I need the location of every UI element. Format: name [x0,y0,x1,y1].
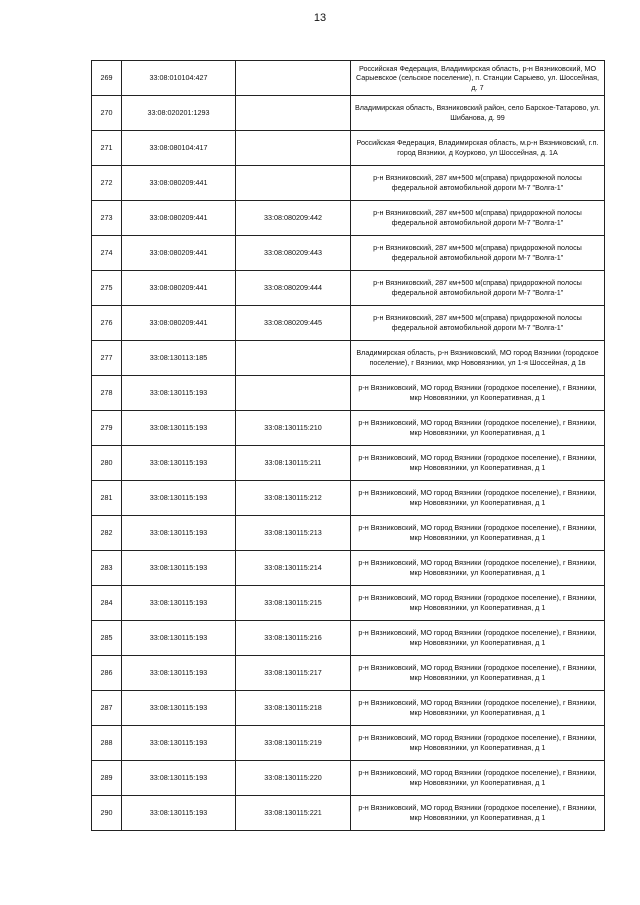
parent-cadastral-number-cell: 33:08:080104:417 [122,131,236,166]
table-row [92,481,605,516]
child-cadastral-number-cell: 33:08:130115:215 [236,586,351,621]
row-number-cell: 285 [92,621,122,656]
row-number-cell: 270 [92,96,122,131]
table-row [92,726,605,761]
table-row [92,376,605,411]
child-cadastral-number-cell [236,341,351,376]
address-cell: р-н Вязниковский, МО город Вязники (городское поселение), г Вязники, мкр Нововязники, ул Кооперативная, д 1 [351,691,605,726]
address-cell: р-н Вязниковский, МО город Вязники (городское поселение), г Вязники, мкр Нововязники, ул Кооперативная, д 1 [351,761,605,796]
parent-cadastral-number-cell: 33:08:130115:193 [122,586,236,621]
row-number-cell: 288 [92,726,122,761]
table-row [92,96,605,131]
cadastral-table [91,60,605,831]
child-cadastral-number-cell: 33:08:130115:211 [236,446,351,481]
child-cadastral-number-cell: 33:08:080209:445 [236,306,351,341]
address-cell: р-н Вязниковский, 287 км+500 м(справа) придорожной полосы федеральной автомобильной дороги М-7 "Волга-1" [351,271,605,306]
table-row [92,271,605,306]
row-number-cell: 284 [92,586,122,621]
child-cadastral-number-cell [236,61,351,96]
row-number-cell: 290 [92,796,122,831]
table-row [92,201,605,236]
row-number-cell: 271 [92,131,122,166]
table-row [92,236,605,271]
row-number-cell: 289 [92,761,122,796]
row-number-cell: 273 [92,201,122,236]
row-number-cell: 276 [92,306,122,341]
child-cadastral-number-cell: 33:08:130115:218 [236,691,351,726]
child-cadastral-number-cell: 33:08:080209:444 [236,271,351,306]
table-row [92,411,605,446]
child-cadastral-number-cell: 33:08:130115:213 [236,516,351,551]
parent-cadastral-number-cell: 33:08:080209:441 [122,166,236,201]
child-cadastral-number-cell [236,376,351,411]
address-cell: р-н Вязниковский, 287 км+500 м(справа) придорожной полосы федеральной автомобильной дороги М-7 "Волга-1" [351,201,605,236]
row-number-cell: 281 [92,481,122,516]
row-number-cell: 274 [92,236,122,271]
row-number-cell: 277 [92,341,122,376]
parent-cadastral-number-cell: 33:08:080209:441 [122,201,236,236]
address-cell: р-н Вязниковский, 287 км+500 м(справа) придорожной полосы федеральной автомобильной дороги М-7 "Волга-1" [351,236,605,271]
parent-cadastral-number-cell: 33:08:130115:193 [122,516,236,551]
child-cadastral-number-cell: 33:08:130115:221 [236,796,351,831]
parent-cadastral-number-cell: 33:08:130115:193 [122,726,236,761]
child-cadastral-number-cell [236,166,351,201]
child-cadastral-number-cell: 33:08:130115:219 [236,726,351,761]
table-row [92,761,605,796]
parent-cadastral-number-cell: 33:08:130115:193 [122,796,236,831]
parent-cadastral-number-cell: 33:08:130115:193 [122,376,236,411]
address-cell: р-н Вязниковский, МО город Вязники (городское поселение), г Вязники, мкр Нововязники, ул Кооперативная, д 1 [351,726,605,761]
address-cell: р-н Вязниковский, МО город Вязники (городское поселение), г Вязники, мкр Нововязники, ул Кооперативная, д 1 [351,376,605,411]
row-number-cell: 283 [92,551,122,586]
child-cadastral-number-cell: 33:08:130115:210 [236,411,351,446]
address-cell: р-н Вязниковский, 287 км+500 м(справа) придорожной полосы федеральной автомобильной дороги М-7 "Волга-1" [351,166,605,201]
table-row [92,656,605,691]
row-number-cell: 279 [92,411,122,446]
row-number-cell: 272 [92,166,122,201]
table-row [92,61,605,96]
parent-cadastral-number-cell: 33:08:130115:193 [122,411,236,446]
address-cell: р-н Вязниковский, МО город Вязники (городское поселение), г Вязники, мкр Нововязники, ул Кооперативная, д 1 [351,411,605,446]
row-number-cell: 275 [92,271,122,306]
row-number-cell: 278 [92,376,122,411]
parent-cadastral-number-cell: 33:08:080209:441 [122,236,236,271]
table-row [92,796,605,831]
child-cadastral-number-cell: 33:08:080209:442 [236,201,351,236]
parent-cadastral-number-cell: 33:08:080209:441 [122,306,236,341]
address-cell: р-н Вязниковский, 287 км+500 м(справа) придорожной полосы федеральной автомобильной дороги М-7 "Волга-1" [351,306,605,341]
table-row [92,306,605,341]
table-row [92,341,605,376]
address-cell: Российская Федерация, Владимирская область, м.р-н Вязниковский, г.п. город Вязники, д Коурково, ул Шоссейная, д. 1А [351,131,605,166]
parent-cadastral-number-cell: 33:08:130115:193 [122,481,236,516]
child-cadastral-number-cell [236,96,351,131]
parent-cadastral-number-cell: 33:08:010104:427 [122,61,236,96]
row-number-cell: 269 [92,61,122,96]
table-row [92,131,605,166]
table-row [92,621,605,656]
table-row [92,446,605,481]
parent-cadastral-number-cell: 33:08:130115:193 [122,761,236,796]
table-row [92,166,605,201]
address-cell: р-н Вязниковский, МО город Вязники (городское поселение), г Вязники, мкр Нововязники, ул Кооперативная, д 1 [351,516,605,551]
table-row [92,551,605,586]
row-number-cell: 282 [92,516,122,551]
row-number-cell: 287 [92,691,122,726]
row-number-cell: 280 [92,446,122,481]
page-number: 13 [313,12,327,24]
table-row [92,691,605,726]
parent-cadastral-number-cell: 33:08:080209:441 [122,271,236,306]
child-cadastral-number-cell: 33:08:080209:443 [236,236,351,271]
table-row [92,516,605,551]
address-cell: р-н Вязниковский, МО город Вязники (городское поселение), г Вязники, мкр Нововязники, ул Кооперативная, д 1 [351,656,605,691]
address-cell: р-н Вязниковский, МО город Вязники (городское поселение), г Вязники, мкр Нововязники, ул Кооперативная, д 1 [351,586,605,621]
parent-cadastral-number-cell: 33:08:130115:193 [122,621,236,656]
parent-cadastral-number-cell: 33:08:130115:193 [122,551,236,586]
parent-cadastral-number-cell: 33:08:020201:1293 [122,96,236,131]
address-cell: Владимирская область, Вязниковский район, село Барское-Татарово, ул. Шибанова, д. 99 [351,96,605,131]
parent-cadastral-number-cell: 33:08:130113:185 [122,341,236,376]
address-cell: р-н Вязниковский, МО город Вязники (городское поселение), г Вязники, мкр Нововязники, ул Кооперативная, д 1 [351,446,605,481]
address-cell: Российская Федерация, Владимирская область, р-н Вязниковский, МО Сарыевское (сельское поселение), п. Станции Сарыево, ул. Шоссейная, д. 7 [351,61,605,96]
address-cell: р-н Вязниковский, МО город Вязники (городское поселение), г Вязники, мкр Нововязники, ул Кооперативная, д 1 [351,481,605,516]
parent-cadastral-number-cell: 33:08:130115:193 [122,691,236,726]
address-cell: р-н Вязниковский, МО город Вязники (городское поселение), г Вязники, мкр Нововязники, ул Кооперативная, д 1 [351,796,605,831]
child-cadastral-number-cell: 33:08:130115:214 [236,551,351,586]
address-cell: р-н Вязниковский, МО город Вязники (городское поселение), г Вязники, мкр Нововязники, ул Кооперативная, д 1 [351,621,605,656]
child-cadastral-number-cell: 33:08:130115:212 [236,481,351,516]
parent-cadastral-number-cell: 33:08:130115:193 [122,656,236,691]
child-cadastral-number-cell [236,131,351,166]
child-cadastral-number-cell: 33:08:130115:217 [236,656,351,691]
parent-cadastral-number-cell: 33:08:130115:193 [122,446,236,481]
child-cadastral-number-cell: 33:08:130115:220 [236,761,351,796]
table-row [92,586,605,621]
child-cadastral-number-cell: 33:08:130115:216 [236,621,351,656]
address-cell: Владимирская область, р-н Вязниковский, МО город Вязники (городское поселение), г Вязники, мкр Нововязники, ул 1-я Шоссейная, д 1в [351,341,605,376]
table-body [92,61,605,831]
row-number-cell: 286 [92,656,122,691]
address-cell: р-н Вязниковский, МО город Вязники (городское поселение), г Вязники, мкр Нововязники, ул Кооперативная, д 1 [351,551,605,586]
